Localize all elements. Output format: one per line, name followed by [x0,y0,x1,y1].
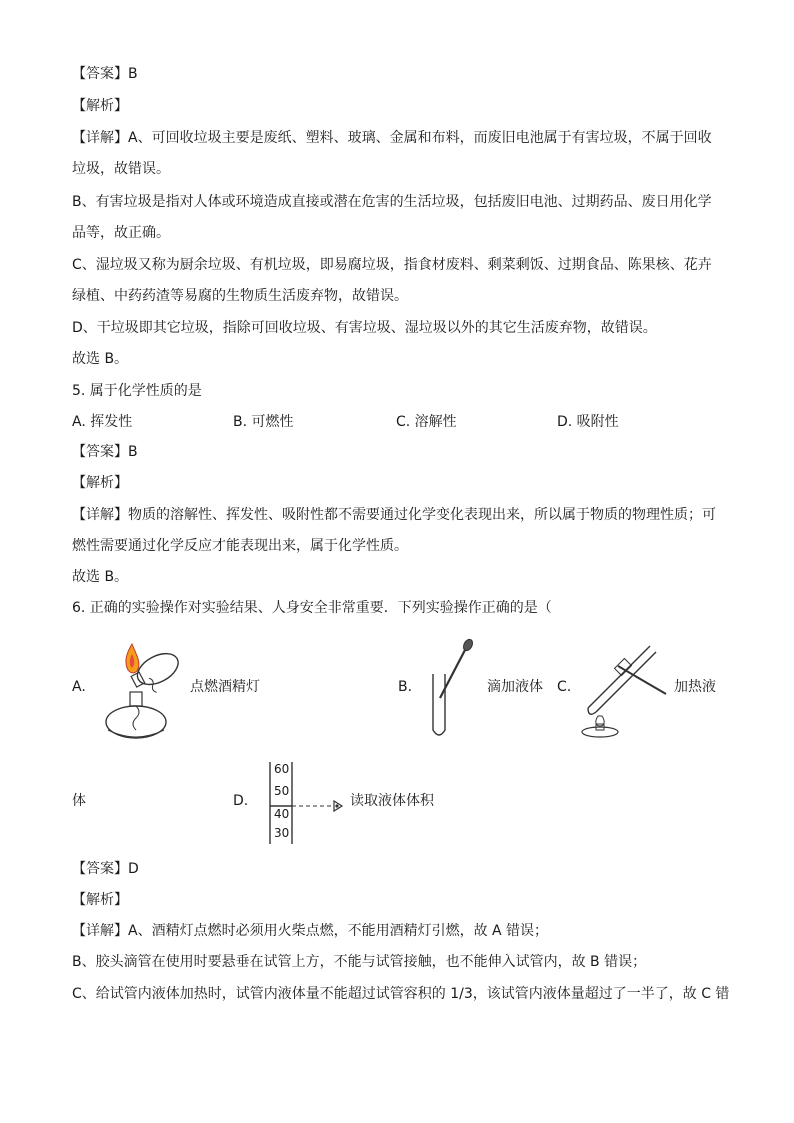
q6-option-a-text: 点燃酒精灯 [190,679,260,695]
q4-answer-line: 【答案】B [72,66,138,82]
answer-tag: 答案 [86,66,114,82]
answer-value: B [128,444,138,460]
q4-detail-line-4: 品等，故正确。 [72,225,170,241]
q4-detail-line-6: 绿植、中药药渣等易腐的生物质生活废弃物，故错误。 [72,288,408,304]
alcohol-lamp-lighting-icon [98,640,190,742]
q4-analysis-tag: 【解析】 [72,98,128,114]
q4-detail-line-1: 【详解】A、可回收垃圾主要是废纸、塑料、玻璃、金属和布料，而废旧电池属于有害垃圾，不属于回收 [72,130,712,146]
q4-detail-line-2: 垃圾，故错误。 [72,161,170,177]
q5-detail-line-1: 【详解】物质的溶解性、挥发性、吸附性都不需要通过化学变化表现出来，所以属于物质的物理性质；可 [72,507,716,523]
q5-option-b: B. 可燃性 [233,414,294,430]
q4-detail-line-3: B、有害垃圾是指对人体或环境造成直接或潜在危害的生活垃圾，包括废旧电池、过期药品、废日用化学 [72,194,712,210]
q4-detail-line-7: D、干垃圾即其它垃圾，指除可回收垃圾、有害垃圾、湿垃圾以外的其它生活废弃物，故错误。 [72,320,657,336]
q5-option-d: D. 吸附性 [557,414,619,430]
cylinder-tick-60: 60 [274,762,290,776]
detail-tag: 详解 [86,130,114,146]
q4-conclusion: 故选 B。 [72,351,129,367]
q5-analysis-tag: 【解析】 [72,475,128,491]
q6-option-c-text: 加热液 [674,679,716,695]
q5-answer-line: 【答案】B [72,444,138,460]
dropper-test-tube-icon [425,638,480,742]
heating-test-tube-icon [578,638,670,738]
q6-option-d-text: 读取液体体积 [350,793,434,809]
q6-option-b-letter: B. [398,679,413,695]
q6-answer-line: 【答案】D [72,861,139,877]
q4-detail-line-5: C、湿垃圾又称为厨余垃圾、有机垃圾，即易腐垃圾，指食材废料、剩菜剩饭、过期食品、陈果核、花卉 [72,257,712,273]
q5-detail-line-2: 燃性需要通过化学反应才能表现出来，属于化学性质。 [72,538,408,554]
q5-stem: 5. 属于化学性质的是 [72,383,202,399]
q6-analysis-tag: 【解析】 [72,892,128,908]
measuring-cylinder-icon [266,760,346,846]
q5-option-a: A. 挥发性 [72,414,133,430]
q6-detail-line-2: B、胶头滴管在使用时要悬垂在试管上方，不能与试管接触，也不能伸入试管内，故 B 错误； [72,954,647,970]
q6-detail-line-3: C、给试管内液体加热时，试管内液体量不能超过试管容积的 1/3，该试管内液体量超过了一半了，故 C 错 [72,986,730,1002]
cylinder-tick-30: 30 [274,826,290,840]
q6-option-c-letter: C. [557,679,572,695]
q6-detail-line-1: 【详解】A、酒精灯点燃时必须用火柴点燃，不能用酒精灯引燃，故 A 错误； [72,923,549,939]
answer-value: D [128,861,139,877]
q5-conclusion: 故选 B。 [72,569,129,585]
cylinder-tick-40: 40 [274,807,290,821]
answer-value: B [128,66,138,82]
q6-option-c-text-cont: 体 [72,793,86,809]
q6-option-a-letter: A. [72,679,86,695]
cylinder-tick-50: 50 [274,784,290,798]
q6-option-b-text: 滴加液体 [487,679,543,695]
q6-option-d-letter: D. [233,793,249,809]
q5-option-c: C. 溶解性 [396,414,457,430]
q6-stem: 6. 正确的实验操作对实验结果、人身安全非常重要．下列实验操作正确的是（ [72,600,552,616]
